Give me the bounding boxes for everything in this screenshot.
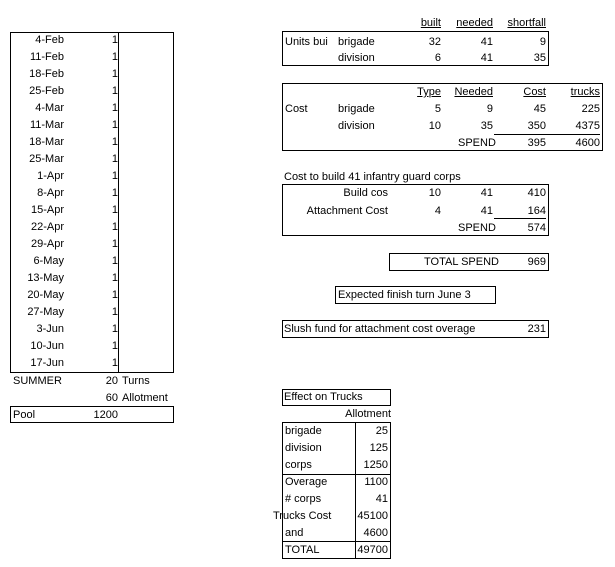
trucks-row-value: 45100 xyxy=(357,510,388,522)
schedule-date: 18-Mar xyxy=(29,136,64,148)
schedule-date: 6-May xyxy=(33,255,64,267)
cost-spend-trucks: 4600 xyxy=(575,137,600,149)
schedule-date: 4-Feb xyxy=(35,34,64,46)
trucks-row-label: Overage xyxy=(285,476,328,488)
build-row-cost-b: 41 xyxy=(480,187,493,199)
build-row-attach-a: 4 xyxy=(434,205,441,217)
total-spend-label: TOTAL SPEND xyxy=(424,256,499,268)
trucks-line-2 xyxy=(282,541,391,542)
schedule-date: 13-May xyxy=(27,272,64,284)
build-row-attach-c: 164 xyxy=(527,205,546,217)
units-row-brigade-needed: 41 xyxy=(480,36,493,48)
schedule-value: 1 xyxy=(111,340,118,352)
trucks-row-label: TOTAL xyxy=(285,544,320,556)
cost-spend-cost: 395 xyxy=(527,137,546,149)
build-row-attach-b: 41 xyxy=(480,205,493,217)
schedule-date: 22-Apr xyxy=(30,221,64,233)
summer-label: SUMMER xyxy=(13,375,62,387)
cost-row-brigade-cost: 45 xyxy=(533,103,546,115)
cost-row-division-needed: 35 xyxy=(480,120,493,132)
schedule-value: 1 xyxy=(111,170,118,182)
schedule-divider xyxy=(118,32,119,373)
cost-row-brigade-name: brigade xyxy=(338,103,375,115)
cost-header-trucks: trucks xyxy=(570,86,600,98)
schedule-value: 1 xyxy=(111,323,118,335)
cost-row-brigade-needed: 9 xyxy=(486,103,493,115)
trucks-row-label: # corps xyxy=(285,493,322,505)
cost-header-cost: Cost xyxy=(523,86,546,98)
schedule-value: 1 xyxy=(111,136,118,148)
schedule-date: 25-Feb xyxy=(29,85,64,97)
allotment-value: 60 xyxy=(105,392,118,404)
cost-row-division-cost: 350 xyxy=(527,120,546,132)
trucks-title: Effect on Trucks xyxy=(284,391,363,403)
schedule-value: 1 xyxy=(111,306,118,318)
pool-value: 1200 xyxy=(93,409,118,421)
schedule-date: 11-Feb xyxy=(29,51,64,63)
cost-spend-label: SPEND xyxy=(458,137,496,149)
trucks-row-label: brigade xyxy=(285,425,322,437)
trucks-row-value: 125 xyxy=(369,442,388,454)
units-row-division-built: 6 xyxy=(434,52,441,64)
trucks-row-value: 1250 xyxy=(363,459,388,471)
schedule-value: 1 xyxy=(111,255,118,267)
units-row-brigade-shortfall: 9 xyxy=(539,36,546,48)
cost-sum-line xyxy=(494,134,600,135)
cost-row-division-trucks: 4375 xyxy=(575,120,600,132)
units-row-brigade-built: 32 xyxy=(428,36,441,48)
schedule-value: 1 xyxy=(111,102,118,114)
build-row-cost-c: 410 xyxy=(527,187,546,199)
units-row-brigade-name: brigade xyxy=(338,36,375,48)
trucks-row-value: 25 xyxy=(375,425,388,437)
summer-value: 20 xyxy=(105,375,118,387)
schedule-date: 1-Apr xyxy=(37,170,64,182)
pool-label: Pool xyxy=(13,409,36,421)
build-sum-line xyxy=(494,218,546,219)
build-row-cost-label: Build cos xyxy=(343,187,388,199)
schedule-value: 1 xyxy=(111,119,118,131)
build-row-cost-a: 10 xyxy=(428,187,441,199)
units-row-division-name: division xyxy=(338,52,375,64)
slush-value: 231 xyxy=(527,323,546,335)
trucks-row-label: and xyxy=(285,527,304,539)
cost-header-needed: Needed xyxy=(454,86,493,98)
schedule-date: 10-Jun xyxy=(30,340,64,352)
schedule-date: 15-Apr xyxy=(30,204,64,216)
units-row-division-shortfall: 35 xyxy=(533,52,546,64)
schedule-value: 1 xyxy=(111,187,118,199)
schedule-value: 1 xyxy=(111,221,118,233)
build-spend-value: 574 xyxy=(527,222,546,234)
cost-row-brigade-trucks: 225 xyxy=(581,103,600,115)
summer-unit: Turns xyxy=(122,375,150,387)
schedule-date: 17-Jun xyxy=(30,357,64,369)
build-spend-label: SPEND xyxy=(458,222,496,234)
schedule-date: 20-May xyxy=(27,289,64,301)
cost-row-label: Cost xyxy=(285,103,308,115)
schedule-value: 1 xyxy=(111,51,118,63)
units-header-needed: needed xyxy=(456,17,493,29)
schedule-date: 25-Mar xyxy=(29,153,64,165)
cost-row-division-name: division xyxy=(338,120,375,132)
units-row-label: Units bui xyxy=(285,36,328,48)
units-row-division-needed: 41 xyxy=(480,52,493,64)
schedule-value: 1 xyxy=(111,289,118,301)
schedule-date: 11-Mar xyxy=(29,119,64,131)
schedule-value: 1 xyxy=(111,85,118,97)
trucks-row-value: 41 xyxy=(375,493,388,505)
trucks-row-value: 1100 xyxy=(364,476,388,488)
trucks-allotment-header: Allotment xyxy=(345,408,391,420)
schedule-value: 1 xyxy=(111,153,118,165)
build-title: Cost to build 41 infantry guard corps xyxy=(284,171,461,183)
schedule-value: 1 xyxy=(111,238,118,250)
trucks-row-label: division xyxy=(285,442,322,454)
build-row-attach-label: Attachment Cost xyxy=(306,205,388,217)
schedule-date: 18-Feb xyxy=(29,68,64,80)
schedule-date: 29-Apr xyxy=(30,238,64,250)
slush-label: Slush fund for attachment cost overage xyxy=(284,323,476,335)
trucks-row-label: corps xyxy=(285,459,312,471)
allotment-unit: Allotment xyxy=(122,392,168,404)
trucks-row-value: 4600 xyxy=(363,527,388,539)
schedule-value: 1 xyxy=(111,68,118,80)
schedule-date: 8-Apr xyxy=(37,187,64,199)
schedule-value: 1 xyxy=(111,272,118,284)
trucks-row-label: Trucks Cost xyxy=(273,510,332,522)
schedule-value: 1 xyxy=(111,204,118,216)
units-header-shortfall: shortfall xyxy=(507,17,546,29)
cost-row-division-type: 10 xyxy=(428,120,441,132)
schedule-value: 1 xyxy=(111,357,118,369)
total-spend-value: 969 xyxy=(527,256,546,268)
finish-text: Expected finish turn June 3 xyxy=(338,289,471,301)
schedule-value: 1 xyxy=(111,34,118,46)
cost-header-type: Type xyxy=(417,86,441,98)
schedule-date: 27-May xyxy=(27,306,64,318)
cost-row-brigade-type: 5 xyxy=(434,103,441,115)
schedule-date: 3-Jun xyxy=(36,323,64,335)
trucks-row-value: 49700 xyxy=(357,544,388,556)
schedule-date: 4-Mar xyxy=(35,102,64,114)
units-header-built: built xyxy=(420,17,441,29)
